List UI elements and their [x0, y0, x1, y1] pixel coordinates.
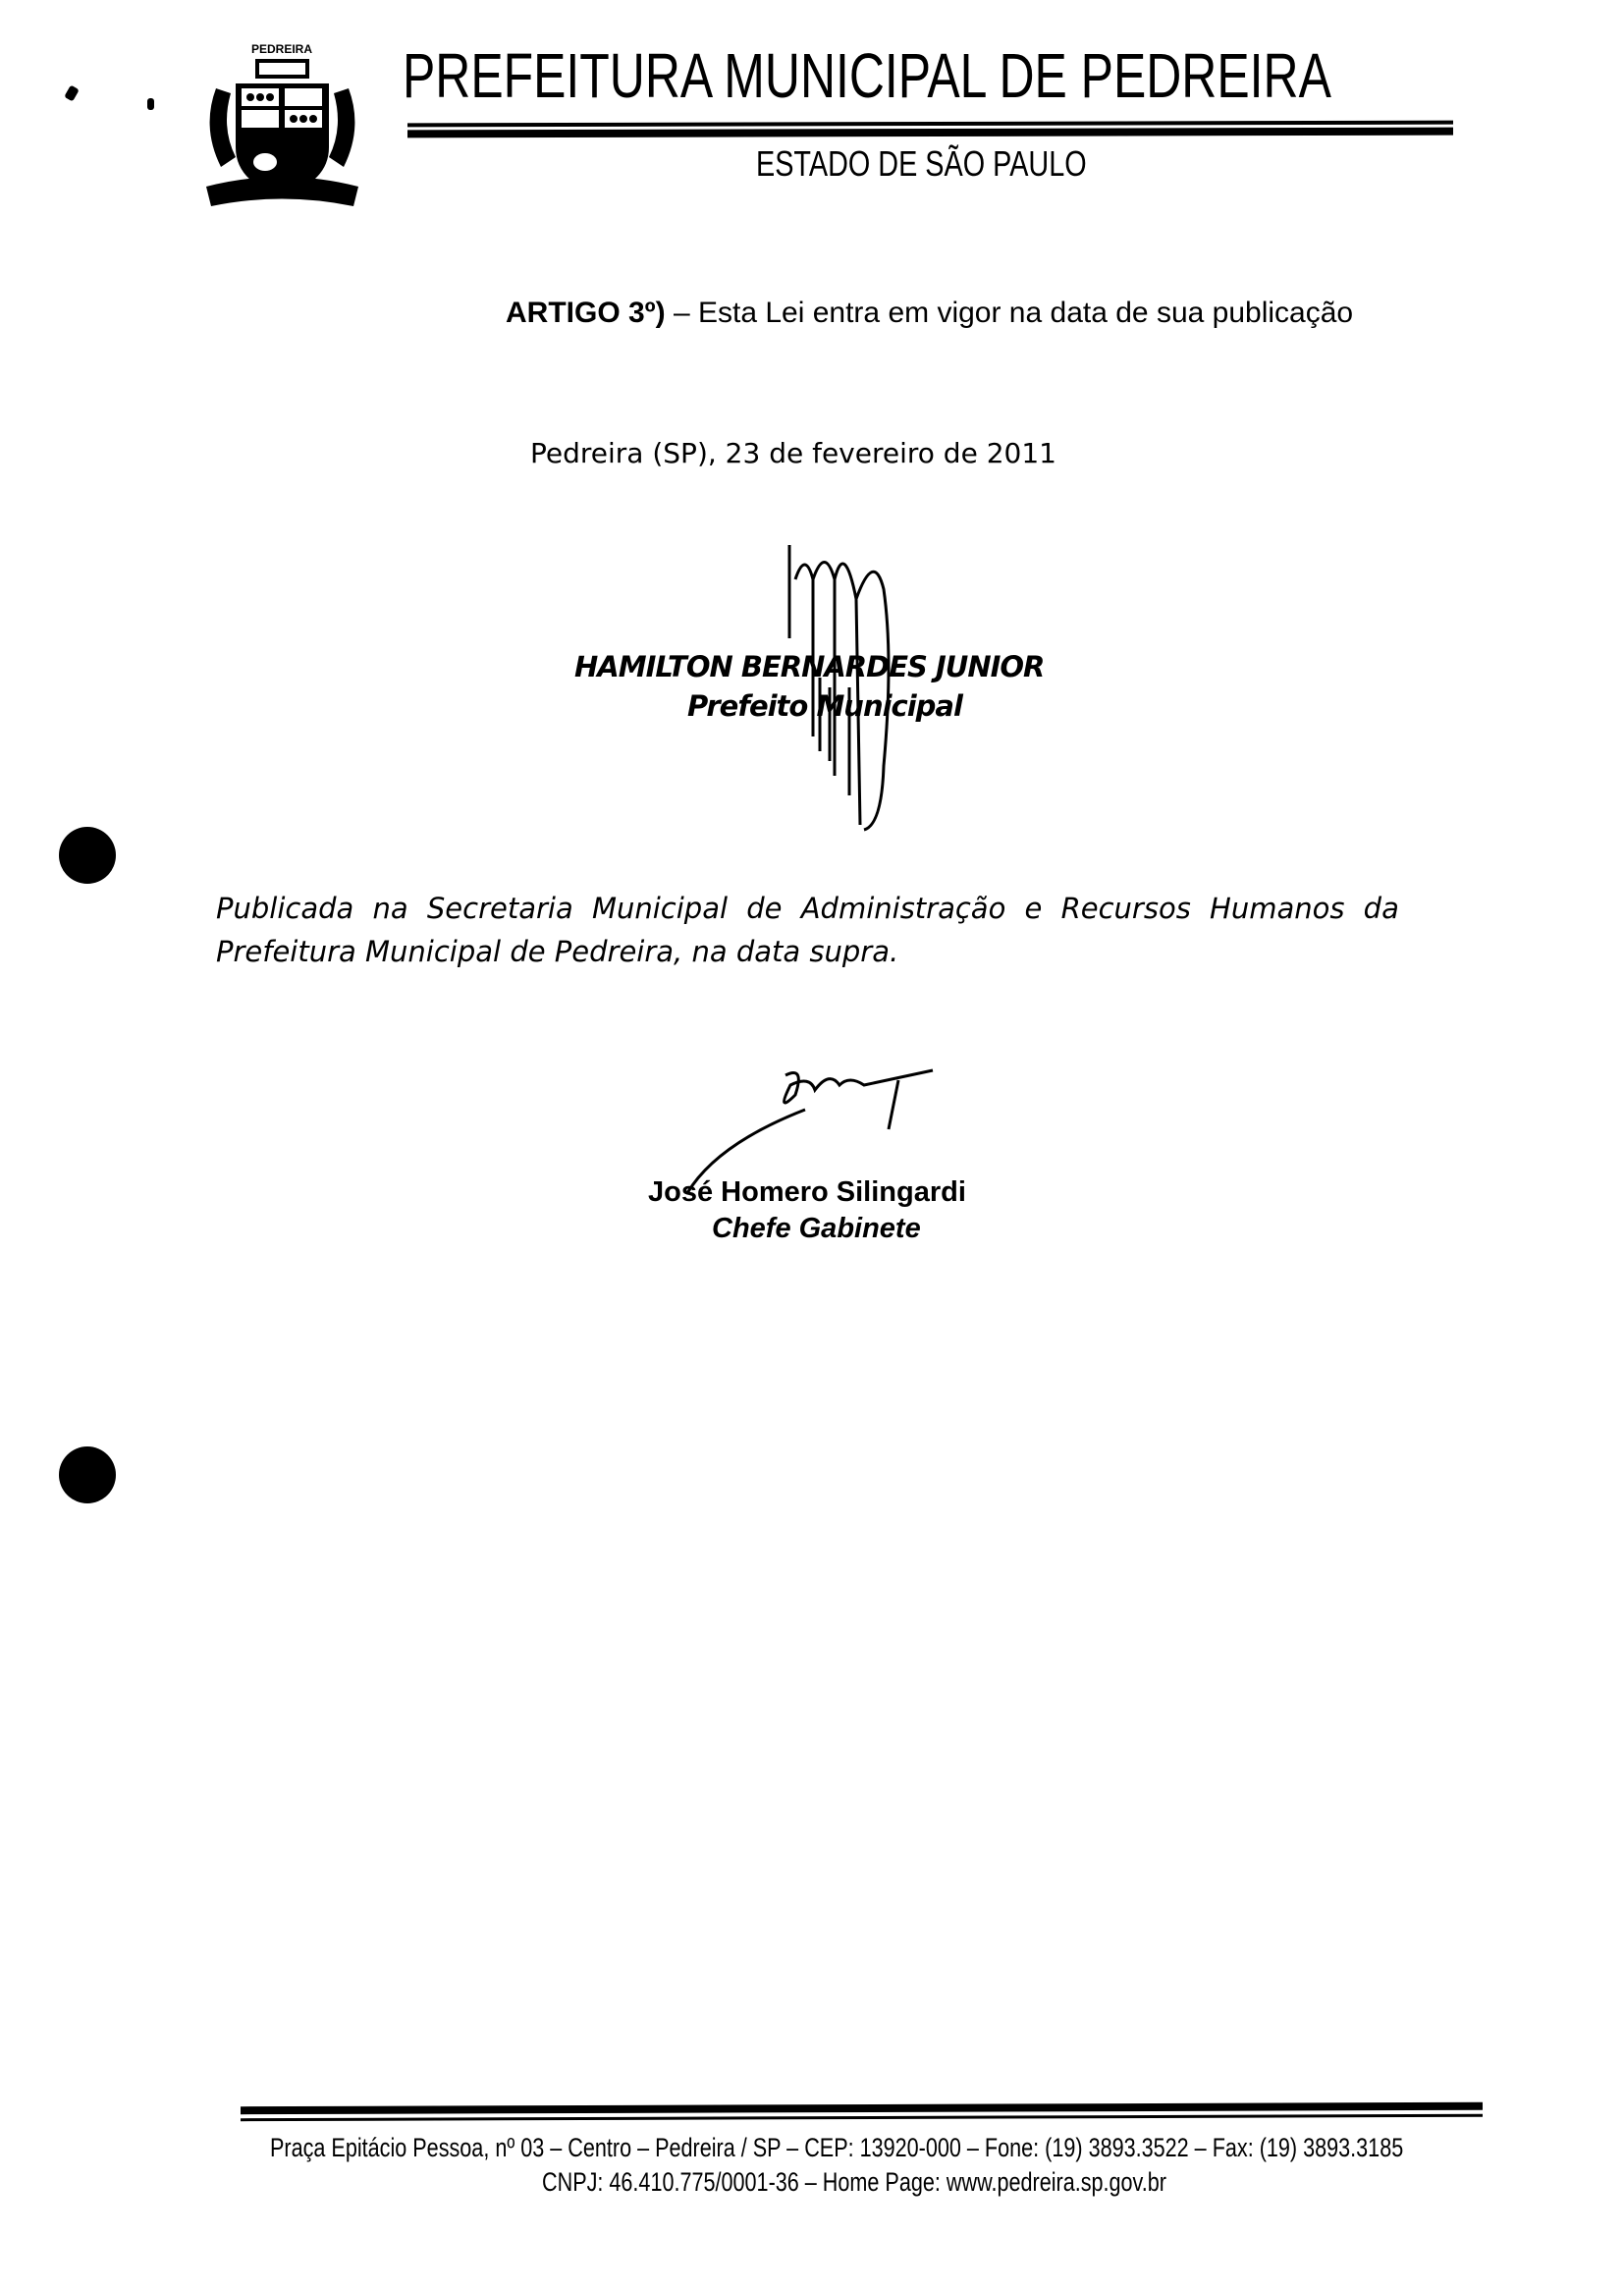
date-line: Pedreira (SP), 23 de fevereiro de 2011	[530, 437, 1056, 469]
scan-speck	[64, 84, 80, 101]
mayor-name: HAMILTON BERNARDES JUNIOR	[574, 650, 1045, 683]
binder-hole	[59, 827, 116, 884]
binder-hole	[59, 1446, 116, 1503]
article-label: ARTIGO 3º)	[506, 297, 666, 329]
page-title: PREFEITURA MUNICIPAL DE PEDREIRA	[403, 40, 1331, 111]
footer-address: Praça Epitácio Pessoa, nº 03 – Centro – Pedreira / SP – CEP: 13920-000 – Fone: (19) 3893.3522 – Fax: (19) 3893.3185	[270, 2133, 1404, 2162]
publication-note-line-1: Publicada na Secretaria Municipal de Administração e Recursos Humanos da	[216, 892, 1399, 925]
chief-name: José Homero Silingardi	[648, 1176, 966, 1208]
municipal-crest-logo	[196, 39, 368, 211]
article-text: – Esta Lei entra em vigor na data de sua publicação	[665, 297, 1354, 329]
header-divider	[407, 128, 1453, 138]
state-subtitle: ESTADO DE SÃO PAULO	[756, 143, 1087, 184]
publication-note-line-2: Prefeitura Municipal de Pedreira, na data supra.	[216, 935, 899, 968]
mayor-role: Prefeito Municipal	[687, 689, 962, 723]
scan-speck	[147, 98, 154, 110]
article-paragraph	[506, 297, 1353, 330]
footer-divider	[241, 2114, 1483, 2121]
header-divider	[407, 121, 1453, 128]
svg-text:PEDREIRA: PEDREIRA	[250, 42, 313, 56]
footer-divider	[241, 2102, 1483, 2114]
footer-cnpj: CNPJ: 46.410.775/0001-36 – Home Page: www.pedreira.sp.gov.br	[542, 2167, 1166, 2197]
mayor-signature	[766, 540, 943, 835]
chief-role: Chefe Gabinete	[712, 1213, 921, 1244]
